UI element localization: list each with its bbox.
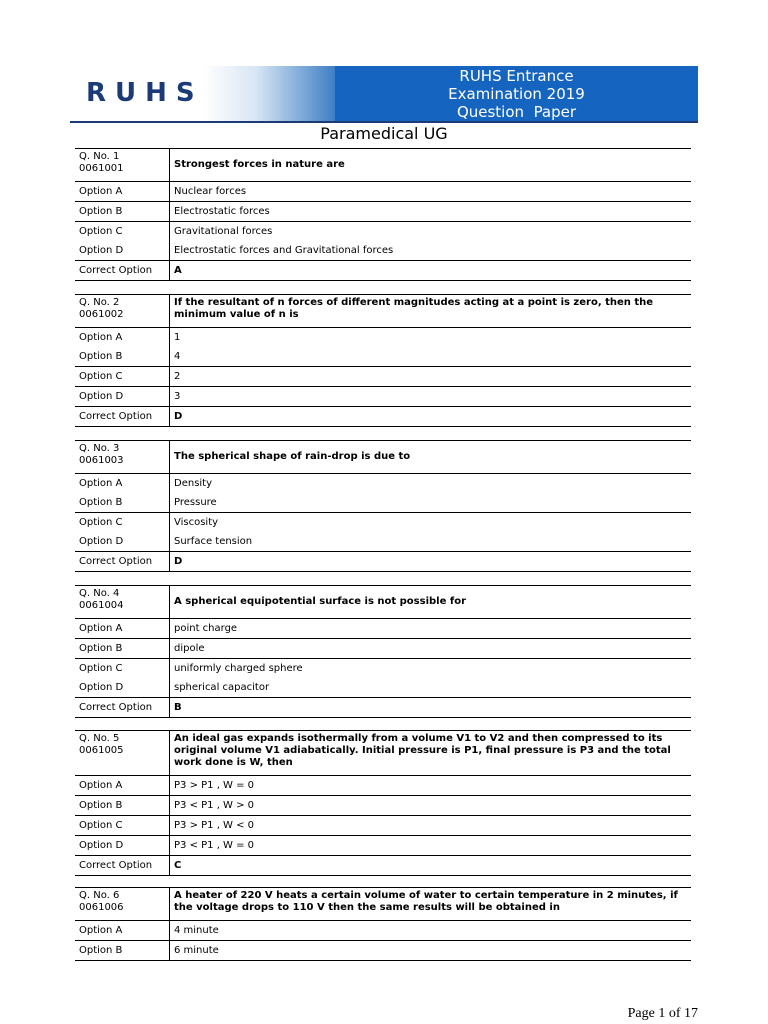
correct-label: Correct Option <box>75 407 170 427</box>
question-row <box>75 731 691 776</box>
correct-answer: D <box>170 407 692 427</box>
correct-option-row <box>75 552 691 572</box>
option-text: P3 > P1 , W = 0 <box>170 776 692 796</box>
question-text: If the resultant of n forces of different magnitudes acting at a point is zero, then the minimum value of n is <box>170 295 692 328</box>
header-divider <box>70 121 698 123</box>
correct-label: Correct Option <box>75 698 170 718</box>
question-number: Q. No. 3 <box>79 443 120 454</box>
option-label: Option A <box>75 776 170 796</box>
question-text: An ideal gas expands isothermally from a volume V1 to V2 and then compressed to its original volume V1 adiabatically. Initial pressure is P1, final pressure is P3 and the total work done is W, then <box>170 731 692 776</box>
option-row-c <box>75 367 691 387</box>
option-label: Option B <box>75 639 170 659</box>
option-text: 3 <box>170 387 692 407</box>
correct-label: Correct Option <box>75 261 170 281</box>
question-code: 0061004 <box>79 600 124 611</box>
question-text: A heater of 220 V heats a certain volume of water to certain temperature in 2 minutes, if the voltage drops to 110 V then the same results will be obtained in <box>170 888 692 921</box>
title-line-1: RUHS Entrance <box>459 67 574 85</box>
question-table-5 <box>75 730 691 876</box>
question-text: The spherical shape of rain-drop is due to <box>170 441 692 474</box>
option-row-b <box>75 202 691 222</box>
correct-answer: B <box>170 698 692 718</box>
option-label: Option A <box>75 182 170 202</box>
question-row <box>75 441 691 474</box>
correct-option-row <box>75 261 691 281</box>
page-subtitle: Paramedical UG <box>320 124 448 143</box>
question-code: 0061005 <box>79 745 124 756</box>
option-text: Gravitational forces <box>170 222 692 242</box>
option-label: Option B <box>75 347 170 367</box>
question-number: Q. No. 2 <box>79 297 120 308</box>
page-number: Page 1 of 17 <box>627 1006 698 1021</box>
option-label: Option C <box>79 662 123 674</box>
question-code: 0061002 <box>79 309 124 320</box>
option-text: Surface tension <box>170 532 692 552</box>
option-text: Electrostatic forces and Gravitational forces <box>170 241 692 261</box>
title-line-2: Examination 2019 <box>448 85 585 103</box>
question-row <box>75 586 691 619</box>
correct-label: Correct Option <box>75 552 170 572</box>
option-row-c <box>75 816 691 836</box>
option-text: dipole <box>170 639 692 659</box>
exam-title <box>335 66 698 121</box>
question-number: Q. No. 5 <box>79 733 120 744</box>
option-text: 2 <box>170 367 692 387</box>
option-label: Option B <box>75 202 170 222</box>
question-code: 0061006 <box>79 902 124 913</box>
correct-answer: D <box>170 552 692 572</box>
option-text: P3 > P1 , W < 0 <box>170 816 692 836</box>
option-label: Option B <box>75 493 170 513</box>
question-table-3 <box>75 440 691 572</box>
option-row-b <box>75 796 691 816</box>
title-line-3: Question Paper <box>456 103 577 121</box>
option-row-c <box>75 513 691 533</box>
question-number: Q. No. 1 <box>79 151 120 162</box>
option-text: point charge <box>170 619 692 639</box>
option-row-a <box>75 776 691 796</box>
question-number: Q. No. 6 <box>79 890 120 901</box>
option-label: Option A <box>79 331 123 343</box>
correct-option-row <box>75 856 691 876</box>
option-row-a <box>75 474 691 494</box>
option-label: Option D <box>79 390 124 402</box>
option-row-d <box>75 678 691 698</box>
option-text: Density <box>170 474 692 494</box>
option-row-b <box>75 493 691 513</box>
option-row-d <box>75 532 691 552</box>
option-label: Option D <box>79 839 124 851</box>
option-row-d <box>75 241 691 261</box>
option-text: Viscosity <box>170 513 692 533</box>
option-text: Nuclear forces <box>170 182 692 202</box>
option-text: 1 <box>170 328 692 348</box>
correct-answer: C <box>170 856 692 876</box>
question-text: Strongest forces in nature are <box>170 149 692 182</box>
option-text: uniformly charged sphere <box>170 659 692 679</box>
option-label: Option D <box>79 535 124 547</box>
option-text: 4 <box>170 347 692 367</box>
option-label: Option B <box>79 944 123 956</box>
question-table-2 <box>75 294 691 427</box>
page-header <box>70 66 698 121</box>
question-table-6 <box>75 887 691 961</box>
option-text: 6 minute <box>170 941 692 961</box>
question-row <box>75 149 691 182</box>
option-label: Option C <box>75 816 170 836</box>
option-row-a <box>75 182 691 202</box>
question-table-1 <box>75 148 691 281</box>
option-label: Option D <box>79 681 124 693</box>
option-row-b <box>75 639 691 659</box>
option-text: Pressure <box>170 493 692 513</box>
option-label: Option C <box>79 225 123 237</box>
correct-answer: A <box>170 261 692 281</box>
option-label: Option B <box>75 796 170 816</box>
option-row-a <box>75 921 691 941</box>
option-label: Option A <box>75 921 170 941</box>
option-row-d <box>75 836 691 856</box>
option-text: P3 < P1 , W > 0 <box>170 796 692 816</box>
question-number: Q. No. 4 <box>79 588 120 599</box>
question-code: 0061003 <box>79 455 124 466</box>
correct-option-row <box>75 407 691 427</box>
option-row-a <box>75 328 691 348</box>
option-label: Option A <box>79 477 123 489</box>
option-text: Electrostatic forces <box>170 202 692 222</box>
correct-option-row <box>75 698 691 718</box>
logo-text: RUHS <box>86 78 204 108</box>
option-label: Option A <box>75 619 170 639</box>
option-row-c <box>75 659 691 679</box>
option-label: Option C <box>79 516 123 528</box>
question-table-4 <box>75 585 691 718</box>
question-row <box>75 295 691 328</box>
ruhs-logo <box>70 66 335 121</box>
option-row-a <box>75 619 691 639</box>
option-text: P3 < P1 , W = 0 <box>170 836 692 856</box>
question-row <box>75 888 691 921</box>
option-text: spherical capacitor <box>170 678 692 698</box>
option-label: Option D <box>79 244 124 256</box>
question-code: 0061001 <box>79 163 124 174</box>
correct-label: Correct Option <box>75 856 170 876</box>
option-text: 4 minute <box>170 921 692 941</box>
option-label: Option C <box>75 367 170 387</box>
option-row-d <box>75 387 691 407</box>
question-text: A spherical equipotential surface is not possible for <box>170 586 692 619</box>
option-row-b <box>75 941 691 961</box>
option-row-b <box>75 347 691 367</box>
option-row-c <box>75 222 691 242</box>
